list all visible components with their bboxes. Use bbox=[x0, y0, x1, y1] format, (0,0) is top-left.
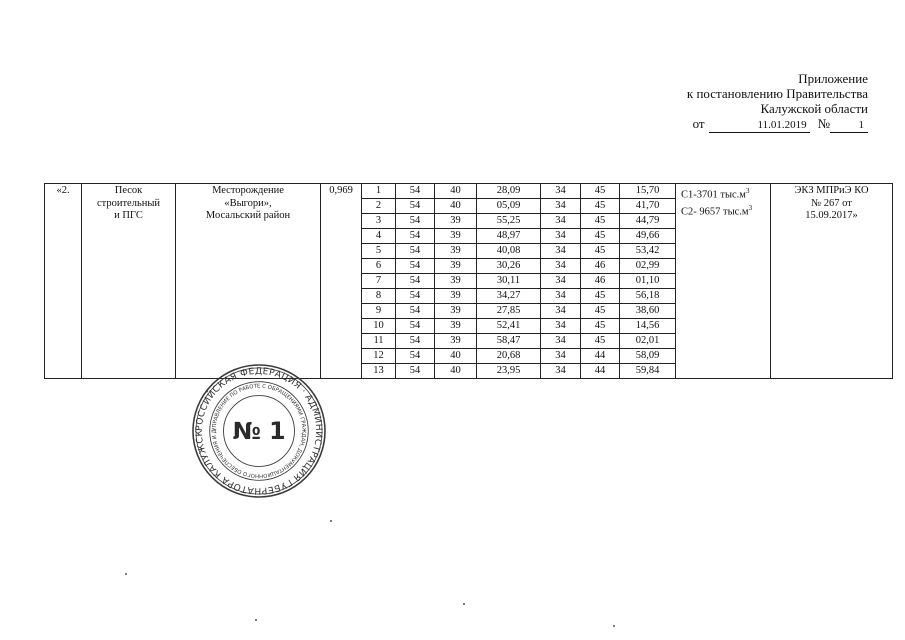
lat-min: 39 bbox=[435, 259, 477, 274]
lat-deg: 54 bbox=[396, 349, 435, 364]
appendix-title: Приложение bbox=[798, 71, 868, 86]
lat-min: 39 bbox=[435, 244, 477, 259]
lon-deg: 34 bbox=[541, 184, 581, 199]
lon-sec: 14,56 bbox=[620, 319, 676, 334]
deposit-line: Мосальский район bbox=[205, 210, 291, 221]
lon-deg: 34 bbox=[541, 289, 581, 304]
appendix-header bbox=[687, 71, 868, 133]
stamp-inner-text: УПРАВЛЕНИЕ ПО РАБОТЕ С ОБРАЩЕНИЯМИ ГРАЖДАН, ДОКУМЕНТАЦИОННОГО ОБЕСПЕЧЕНИЯ И Д bbox=[211, 383, 307, 479]
lat-min: 39 bbox=[435, 334, 477, 349]
lat-min: 39 bbox=[435, 289, 477, 304]
lat-deg: 54 bbox=[396, 184, 435, 199]
lon-sec: 02,01 bbox=[620, 334, 676, 349]
area-value: 0,969 bbox=[329, 185, 353, 196]
lon-sec: 15,70 bbox=[620, 184, 676, 199]
lat-deg: 54 bbox=[396, 259, 435, 274]
area-cell bbox=[321, 184, 362, 379]
lat-deg: 54 bbox=[396, 364, 435, 379]
lon-deg: 34 bbox=[541, 334, 581, 349]
mineral-line: Песок bbox=[114, 185, 143, 196]
date-from-label: от bbox=[692, 116, 705, 131]
resolution-number: 1 bbox=[830, 119, 868, 133]
lon-sec: 02,99 bbox=[620, 259, 676, 274]
lon-min: 45 bbox=[581, 319, 620, 334]
lat-sec: 23,95 bbox=[477, 364, 541, 379]
lat-sec: 34,27 bbox=[477, 289, 541, 304]
lat-sec: 05,09 bbox=[477, 199, 541, 214]
point-number: 10 bbox=[362, 319, 396, 334]
lat-deg: 54 bbox=[396, 244, 435, 259]
lat-sec: 40,08 bbox=[477, 244, 541, 259]
deposit-line: Месторождение bbox=[212, 185, 284, 196]
scan-speck bbox=[613, 625, 615, 627]
protocol-line: 15.09.2017» bbox=[805, 210, 858, 221]
lon-min: 46 bbox=[581, 274, 620, 289]
lat-min: 39 bbox=[435, 304, 477, 319]
lon-deg: 34 bbox=[541, 319, 581, 334]
deposit-line: «Выгори», bbox=[224, 197, 272, 209]
lon-sec: 58,09 bbox=[620, 349, 676, 364]
lon-deg: 34 bbox=[541, 364, 581, 379]
lon-sec: 49,66 bbox=[620, 229, 676, 244]
scan-speck bbox=[330, 520, 332, 522]
stamp-outer-text: РОССИЙСКАЯ ФЕДЕРАЦИЯ · АДМИНИСТРАЦИЯ ГУБЕРНАТОРА КАЛУЖСК bbox=[194, 366, 324, 496]
lon-min: 45 bbox=[581, 289, 620, 304]
scan-speck bbox=[255, 619, 257, 621]
lon-deg: 34 bbox=[541, 229, 581, 244]
lat-deg: 54 bbox=[396, 334, 435, 349]
lon-sec: 56,18 bbox=[620, 289, 676, 304]
lat-sec: 55,25 bbox=[477, 214, 541, 229]
lat-min: 39 bbox=[435, 274, 477, 289]
point-number: 4 bbox=[362, 229, 396, 244]
resolution-date: 11.01.2019 bbox=[709, 119, 810, 133]
point-number: 3 bbox=[362, 214, 396, 229]
lat-min: 40 bbox=[435, 364, 477, 379]
lat-sec: 30,26 bbox=[477, 259, 541, 274]
point-number: 13 bbox=[362, 364, 396, 379]
lon-deg: 34 bbox=[541, 259, 581, 274]
lat-deg: 54 bbox=[396, 304, 435, 319]
lat-sec: 27,85 bbox=[477, 304, 541, 319]
lat-deg: 54 bbox=[396, 274, 435, 289]
reserves-c2: С2- 9657 тыс.м bbox=[681, 206, 749, 218]
lat-deg: 54 bbox=[396, 229, 435, 244]
protocol-line: № 267 от bbox=[811, 197, 852, 209]
lon-sec: 38,60 bbox=[620, 304, 676, 319]
protocol-cell bbox=[771, 184, 893, 379]
lon-min: 45 bbox=[581, 334, 620, 349]
lat-deg: 54 bbox=[396, 319, 435, 334]
point-number: 12 bbox=[362, 349, 396, 364]
scan-speck bbox=[125, 573, 127, 575]
point-number: 2 bbox=[362, 199, 396, 214]
lon-deg: 34 bbox=[541, 214, 581, 229]
mineral-line: строительный bbox=[96, 197, 161, 209]
lon-min: 45 bbox=[581, 304, 620, 319]
point-number: 1 bbox=[362, 184, 396, 199]
appendix-resolution-ref: к постановлению Правительства bbox=[686, 86, 868, 101]
lon-deg: 34 bbox=[541, 199, 581, 214]
lon-deg: 34 bbox=[541, 349, 581, 364]
lat-sec: 20,68 bbox=[477, 349, 541, 364]
lon-min: 45 bbox=[581, 214, 620, 229]
lat-deg: 54 bbox=[396, 199, 435, 214]
lon-deg: 34 bbox=[541, 274, 581, 289]
lon-min: 44 bbox=[581, 364, 620, 379]
point-number: 8 bbox=[362, 289, 396, 304]
lat-min: 40 bbox=[435, 199, 477, 214]
lon-min: 45 bbox=[581, 229, 620, 244]
number-label: № bbox=[817, 116, 830, 131]
lon-min: 45 bbox=[581, 184, 620, 199]
appendix-date-number-line bbox=[687, 116, 868, 133]
lat-min: 40 bbox=[435, 184, 477, 199]
cubic-superscript: 3 bbox=[748, 204, 753, 212]
lat-min: 39 bbox=[435, 214, 477, 229]
table-row bbox=[45, 184, 893, 199]
point-number: 6 bbox=[362, 259, 396, 274]
lon-min: 45 bbox=[581, 244, 620, 259]
mineral-cell bbox=[82, 184, 176, 379]
deposit-cell bbox=[176, 184, 321, 379]
point-number: 9 bbox=[362, 304, 396, 319]
lon-sec: 59,84 bbox=[620, 364, 676, 379]
lon-sec: 01,10 bbox=[620, 274, 676, 289]
point-number: 11 bbox=[362, 334, 396, 349]
reserves-cell bbox=[676, 184, 771, 379]
lon-sec: 44,79 bbox=[620, 214, 676, 229]
lat-sec: 52,41 bbox=[477, 319, 541, 334]
lon-min: 46 bbox=[581, 259, 620, 274]
entry-number: «2. bbox=[56, 185, 70, 196]
entry-number-cell bbox=[45, 184, 82, 379]
lon-sec: 53,42 bbox=[620, 244, 676, 259]
lon-deg: 34 bbox=[541, 244, 581, 259]
lat-min: 39 bbox=[435, 229, 477, 244]
lat-deg: 54 bbox=[396, 289, 435, 304]
lon-sec: 41,70 bbox=[620, 199, 676, 214]
lat-sec: 30,11 bbox=[477, 274, 541, 289]
lon-min: 45 bbox=[581, 199, 620, 214]
lon-deg: 34 bbox=[541, 304, 581, 319]
lat-sec: 28,09 bbox=[477, 184, 541, 199]
reserves-c1: С1-3701 тыс.м bbox=[681, 189, 746, 201]
stamp-center-number: № 1 bbox=[232, 416, 286, 445]
cubic-superscript: 3 bbox=[745, 187, 750, 195]
lat-sec: 58,47 bbox=[477, 334, 541, 349]
lat-sec: 48,97 bbox=[477, 229, 541, 244]
deposits-table bbox=[44, 183, 893, 379]
mineral-line: и ПГС bbox=[114, 210, 143, 221]
scan-speck bbox=[463, 603, 465, 605]
lon-min: 44 bbox=[581, 349, 620, 364]
official-stamp bbox=[190, 364, 328, 498]
appendix-region: Калужской области bbox=[760, 101, 868, 116]
protocol-line: ЭКЗ МПРиЭ КО bbox=[794, 185, 869, 196]
lat-min: 40 bbox=[435, 349, 477, 364]
point-number: 5 bbox=[362, 244, 396, 259]
lat-min: 39 bbox=[435, 319, 477, 334]
lat-deg: 54 bbox=[396, 214, 435, 229]
point-number: 7 bbox=[362, 274, 396, 289]
